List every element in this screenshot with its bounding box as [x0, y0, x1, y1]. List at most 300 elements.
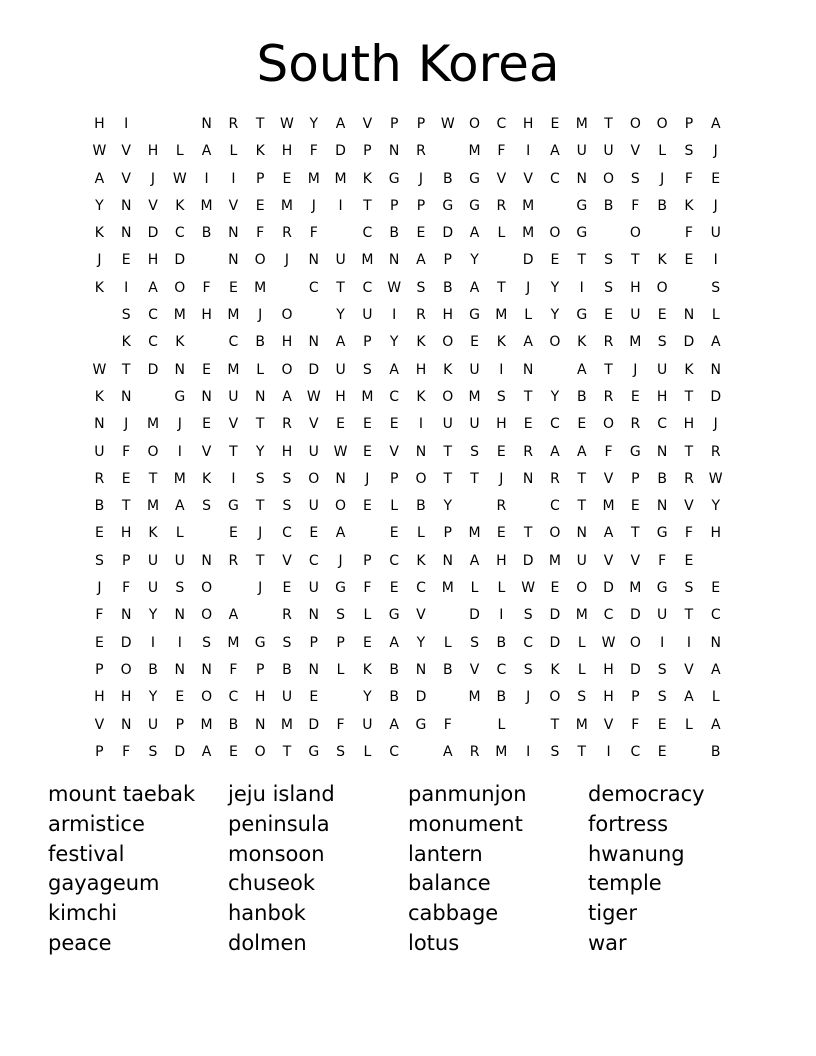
grid-letter: R — [416, 143, 426, 160]
grid-letter — [354, 522, 381, 549]
grid-letter: A — [389, 634, 399, 651]
grid-letter: N — [254, 716, 266, 733]
grid-letter: S — [202, 498, 212, 515]
grid-letter: C — [603, 607, 614, 624]
grid-letter: S — [121, 307, 131, 324]
grid-letter: A — [523, 334, 533, 351]
grid-letter: E — [389, 580, 399, 597]
grid-letter — [193, 522, 220, 549]
grid-letter: S — [657, 661, 667, 678]
grid-letter: E — [336, 416, 345, 433]
grid-letter: E — [282, 580, 292, 597]
grid-letter: G — [308, 743, 320, 760]
word-list-item: dolmen — [228, 930, 307, 955]
grid-letter: A — [469, 279, 480, 296]
grid-row — [86, 277, 729, 304]
grid-letter: B — [148, 661, 158, 678]
grid-letter — [461, 714, 488, 741]
grid-letter: V — [228, 416, 239, 433]
grid-letter: R — [496, 197, 507, 214]
grid-letter: K — [416, 388, 426, 405]
grid-letter: P — [363, 552, 372, 569]
grid-letter: L — [685, 716, 693, 733]
grid-letter: U — [576, 143, 587, 160]
grid-letter: M — [575, 116, 588, 132]
word-list-item: war — [588, 930, 627, 955]
grid-letter: O — [603, 416, 615, 433]
grid-letter: V — [496, 170, 507, 187]
grid-letter: O — [254, 743, 266, 760]
grid-letter: A — [550, 143, 560, 160]
grid-letter: H — [522, 116, 534, 132]
grid-letter: F — [309, 225, 318, 242]
grid-letter: T — [255, 498, 265, 515]
grid-letter: B — [496, 689, 507, 706]
grid-row — [86, 441, 729, 468]
grid-letter: E — [389, 525, 399, 542]
grid-letter: R — [710, 443, 721, 460]
grid-letter: R — [603, 334, 614, 351]
grid-letter: D — [549, 634, 561, 651]
grid-letter: N — [201, 552, 212, 569]
grid-letter: A — [442, 743, 453, 760]
grid-letter: G — [388, 607, 400, 624]
grid-letter: F — [684, 170, 693, 187]
grid-letter: B — [389, 661, 399, 678]
grid-letter: I — [338, 197, 343, 214]
grid-letter: I — [499, 607, 504, 624]
grid-letter: V — [121, 143, 131, 160]
grid-row — [86, 168, 729, 195]
grid-letter: P — [389, 197, 399, 214]
grid-letter — [542, 359, 569, 386]
grid-letter: H — [201, 307, 212, 324]
grid-letter: B — [201, 225, 212, 242]
grid-letter — [515, 495, 542, 522]
grid-letter: E — [255, 197, 265, 214]
word-list-item: democracy — [588, 782, 705, 806]
grid-letter: E — [523, 416, 533, 433]
grid-letter: E — [362, 416, 372, 433]
grid-letter: O — [576, 580, 588, 597]
grid-letter: T — [577, 743, 587, 760]
grid-letter: T — [255, 416, 265, 433]
grid-letter: U — [362, 716, 373, 733]
grid-letter: P — [255, 661, 265, 678]
grid-letter: R — [550, 470, 560, 487]
grid-letter: A — [416, 252, 426, 269]
grid-letter: H — [147, 143, 159, 160]
grid-letter: B — [389, 225, 399, 242]
grid-letter: T — [631, 252, 640, 269]
grid-letter: I — [124, 116, 129, 132]
grid-letter — [140, 113, 167, 140]
grid-letter: V — [469, 661, 480, 678]
grid-letter: O — [201, 580, 213, 597]
word-list-item: monsoon — [228, 841, 325, 866]
grid-letter: Y — [309, 116, 319, 132]
grid-letter: K — [94, 388, 104, 405]
grid-letter: E — [657, 307, 667, 324]
grid-letter: P — [416, 197, 426, 214]
grid-letter: L — [363, 743, 372, 760]
grid-letter: P — [684, 116, 694, 132]
grid-letter: D — [522, 552, 534, 569]
grid-letter: O — [308, 470, 320, 487]
grid-letter: F — [497, 143, 506, 160]
grid-letter — [434, 604, 461, 631]
grid-letter: B — [389, 689, 399, 706]
grid-letter: C — [550, 498, 560, 515]
grid-letter — [193, 331, 220, 358]
grid-row — [86, 468, 729, 495]
grid-letter: C — [389, 743, 400, 760]
grid-letter: P — [416, 116, 426, 132]
grid-letter: D — [442, 225, 454, 242]
grid-letter: H — [94, 116, 105, 132]
grid-letter: O — [629, 225, 641, 242]
grid-letter: L — [390, 498, 399, 515]
grid-letter: U — [442, 416, 453, 433]
grid-row — [86, 550, 729, 577]
grid-letter: B — [255, 334, 265, 351]
grid-letter: N — [228, 225, 239, 242]
grid-letter: J — [311, 197, 316, 214]
grid-letter: H — [710, 525, 721, 542]
grid-letter: I — [177, 634, 182, 651]
grid-row — [86, 359, 729, 386]
grid-letter: V — [121, 170, 131, 187]
grid-letter: O — [201, 689, 213, 706]
grid-letter: V — [228, 197, 239, 214]
word-list — [48, 780, 768, 959]
grid-letter: F — [122, 580, 131, 597]
grid-row — [86, 249, 729, 276]
grid-letter: M — [146, 416, 160, 433]
grid-letter: M — [548, 552, 561, 569]
grid-letter: I — [150, 634, 156, 651]
grid-letter: E — [175, 689, 185, 706]
grid-letter: J — [713, 197, 718, 214]
grid-letter: N — [228, 252, 239, 269]
grid-letter: D — [147, 361, 159, 378]
grid-letter: I — [526, 143, 531, 160]
grid-letter: U — [469, 416, 480, 433]
grid-letter: A — [228, 607, 239, 624]
grid-letter: B — [228, 716, 239, 733]
grid-letter: J — [258, 525, 263, 542]
grid-letter: E — [94, 525, 104, 542]
grid-letter: I — [392, 307, 397, 324]
grid-letter: F — [202, 279, 211, 296]
grid-letter — [300, 304, 327, 331]
grid-letter: N — [576, 170, 587, 187]
grid-letter: I — [526, 743, 531, 760]
grid-letter: F — [631, 716, 640, 733]
grid-letter: T — [523, 388, 533, 405]
grid-letter: V — [603, 470, 614, 487]
grid-letter: A — [201, 143, 212, 160]
grid-letter: B — [416, 498, 426, 515]
grid-letter: W — [92, 361, 107, 378]
grid-letter: N — [442, 552, 453, 569]
grid-letter: L — [417, 525, 425, 542]
grid-letter: N — [415, 661, 427, 678]
grid-letter: N — [710, 634, 721, 651]
grid-letter: N — [201, 661, 212, 678]
grid-letter: C — [416, 580, 426, 597]
grid-letter: D — [174, 252, 186, 269]
grid-letter: H — [120, 525, 132, 542]
grid-letter: O — [201, 607, 213, 624]
grid-letter: J — [124, 416, 129, 433]
grid-letter: A — [282, 388, 292, 405]
grid-letter: H — [335, 388, 346, 405]
grid-letter: E — [362, 443, 372, 460]
grid-letter: L — [229, 143, 238, 160]
grid-letter: D — [174, 743, 186, 760]
grid-row — [86, 604, 729, 631]
grid-letter: V — [684, 498, 694, 515]
grid-letter: P — [389, 116, 399, 132]
grid-letter: Y — [363, 689, 372, 706]
grid-letter: T — [604, 361, 613, 378]
grid-letter: E — [630, 388, 640, 405]
word-list-item: lotus — [408, 930, 460, 955]
grid-letter: V — [630, 143, 641, 160]
grid-letter: L — [497, 580, 506, 597]
grid-letter: T — [443, 470, 453, 487]
grid-letter: O — [335, 498, 347, 515]
grid-letter: U — [308, 498, 319, 515]
grid-letter: W — [601, 634, 616, 651]
grid-letter — [274, 277, 301, 304]
grid-letter: L — [497, 716, 506, 733]
grid-row — [86, 195, 729, 222]
grid-letter: D — [308, 361, 320, 378]
grid-letter: P — [443, 252, 452, 269]
grid-letter: J — [284, 252, 290, 269]
grid-letter: J — [365, 470, 370, 487]
grid-letter: E — [550, 116, 560, 132]
grid-letter: D — [415, 689, 427, 706]
grid-letter: O — [254, 252, 266, 269]
grid-letter: L — [443, 634, 452, 651]
grid-letter: A — [710, 116, 721, 132]
grid-letter: U — [335, 252, 346, 269]
grid-letter: A — [469, 225, 480, 242]
grid-letter: A — [335, 116, 346, 132]
word-list-item: hanbok — [228, 901, 306, 926]
grid-letter: U — [147, 716, 159, 733]
grid-letter: N — [201, 388, 212, 405]
grid-letter: D — [549, 607, 561, 624]
grid-letter: E — [309, 525, 319, 542]
grid-letter: V — [603, 716, 614, 733]
grid-letter: M — [361, 388, 374, 405]
word-list-item: peninsula — [228, 811, 330, 836]
grid-letter: M — [468, 689, 481, 706]
grid-letter: U — [308, 443, 319, 460]
grid-letter: E — [630, 498, 640, 515]
grid-letter: I — [499, 361, 504, 378]
grid-letter: U — [576, 552, 587, 569]
grid-letter: M — [575, 607, 588, 624]
grid-row — [86, 632, 729, 659]
grid-letter: Y — [148, 607, 158, 624]
grid-letter: S — [362, 361, 372, 378]
grid-letter — [327, 222, 354, 249]
word-list-item: mount taebak — [48, 782, 196, 806]
grid-letter: H — [683, 416, 695, 433]
grid-letter: V — [389, 443, 399, 460]
grid-letter: E — [470, 334, 479, 351]
grid-letter: N — [120, 197, 132, 214]
grid-letter: P — [95, 743, 104, 760]
grid-letter: I — [231, 470, 236, 487]
grid-letter: E — [496, 525, 506, 542]
grid-letter — [649, 222, 676, 249]
grid-letter: J — [633, 361, 638, 378]
grid-letter: U — [469, 361, 480, 378]
grid-letter: U — [335, 361, 346, 378]
grid-letter: D — [710, 388, 722, 405]
grid-letter: M — [468, 388, 481, 405]
grid-letter: G — [174, 388, 186, 405]
grid-letter: K — [496, 334, 506, 351]
grid-letter: T — [443, 443, 453, 460]
grid-letter: G — [656, 580, 668, 597]
grid-letter: A — [710, 661, 721, 678]
word-list-item: monument — [408, 811, 523, 836]
grid-letter: T — [497, 279, 506, 296]
grid-letter: J — [150, 170, 156, 187]
grid-letter: C — [523, 634, 534, 651]
grid-letter: J — [713, 143, 718, 160]
grid-letter — [702, 550, 729, 577]
grid-letter: K — [684, 361, 694, 378]
grid-letter: W — [387, 279, 402, 296]
grid-letter — [247, 604, 274, 631]
grid-letter: R — [228, 552, 239, 569]
grid-letter: H — [281, 443, 293, 460]
grid-letter: E — [684, 252, 694, 269]
grid-letter: E — [362, 634, 372, 651]
grid-row — [86, 140, 729, 167]
word-list-item: fortress — [588, 811, 669, 836]
grid-letter: E — [228, 525, 238, 542]
grid-letter — [140, 386, 167, 413]
grid-letter: B — [442, 661, 453, 678]
grid-letter — [595, 222, 622, 249]
word-list-item: temple — [588, 871, 662, 896]
grid-letter: B — [576, 388, 587, 405]
grid-letter: C — [362, 279, 373, 296]
grid-letter: O — [549, 334, 561, 351]
grid-letter: L — [577, 661, 586, 678]
grid-letter: M — [173, 307, 186, 324]
grid-letter: W — [280, 116, 294, 132]
grid-letter: N — [254, 388, 266, 405]
grid-row — [86, 222, 729, 249]
grid-letter: E — [711, 170, 721, 187]
grid-letter: U — [657, 361, 668, 378]
grid-letter: I — [660, 634, 665, 651]
grid-letter: S — [550, 743, 560, 760]
grid-letter: R — [630, 416, 641, 433]
grid-letter: J — [97, 580, 102, 597]
grid-letter: J — [338, 552, 343, 569]
grid-letter: O — [549, 525, 561, 542]
grid-letter: N — [335, 470, 346, 487]
page-title: South Korea — [256, 35, 560, 93]
grid-letter: P — [336, 634, 345, 651]
grid-letter: C — [657, 416, 668, 433]
word-list-item: hwanung — [588, 841, 685, 866]
grid-letter: N — [683, 307, 695, 324]
grid-letter — [676, 741, 703, 768]
grid-letter — [86, 331, 113, 358]
grid-letter: K — [443, 361, 453, 378]
grid-letter: N — [308, 661, 320, 678]
grid-letter: D — [335, 143, 346, 160]
word-list-item: panmunjon — [408, 782, 527, 806]
grid-letter: V — [282, 552, 292, 569]
grid-letter: R — [684, 470, 694, 487]
grid-letter: O — [656, 279, 668, 296]
grid-letter: I — [713, 252, 718, 269]
grid-letter: F — [443, 716, 452, 733]
grid-letter: G — [576, 307, 588, 324]
grid-letter: S — [336, 743, 346, 760]
grid-letter: L — [711, 307, 720, 324]
grid-letter: L — [256, 361, 265, 378]
word-list-item: tiger — [588, 901, 637, 926]
grid-letter: Y — [416, 634, 426, 651]
grid-letter: U — [174, 552, 185, 569]
grid-letter: V — [362, 116, 373, 132]
grid-letter: U — [603, 143, 614, 160]
grid-letter: J — [418, 170, 424, 187]
grid-letter: K — [577, 334, 587, 351]
grid-letter: E — [202, 361, 212, 378]
grid-letter — [434, 686, 461, 713]
grid-letter: M — [227, 361, 240, 378]
grid-letter: I — [418, 416, 424, 433]
grid-letter: K — [684, 197, 694, 214]
grid-letter: J — [97, 252, 102, 269]
grid-letter: C — [630, 743, 641, 760]
grid-letter: C — [550, 416, 560, 433]
grid-letter: C — [496, 661, 507, 678]
grid-letter: I — [606, 743, 611, 760]
grid-letter: R — [603, 388, 614, 405]
grid-letter: B — [94, 498, 105, 515]
grid-letter: V — [94, 716, 105, 733]
grid-letter: L — [577, 634, 586, 651]
grid-letter: E — [362, 498, 372, 515]
grid-row — [86, 522, 729, 549]
grid-letter: P — [95, 661, 104, 678]
grid-letter: W — [521, 580, 536, 597]
grid-letter: N — [201, 116, 212, 132]
grid-letter: J — [526, 279, 531, 296]
grid-letter: A — [710, 334, 721, 351]
grid-letter: V — [630, 552, 641, 569]
grid-letter: A — [710, 716, 721, 733]
grid-letter: H — [120, 689, 132, 706]
grid-letter: P — [255, 170, 265, 187]
